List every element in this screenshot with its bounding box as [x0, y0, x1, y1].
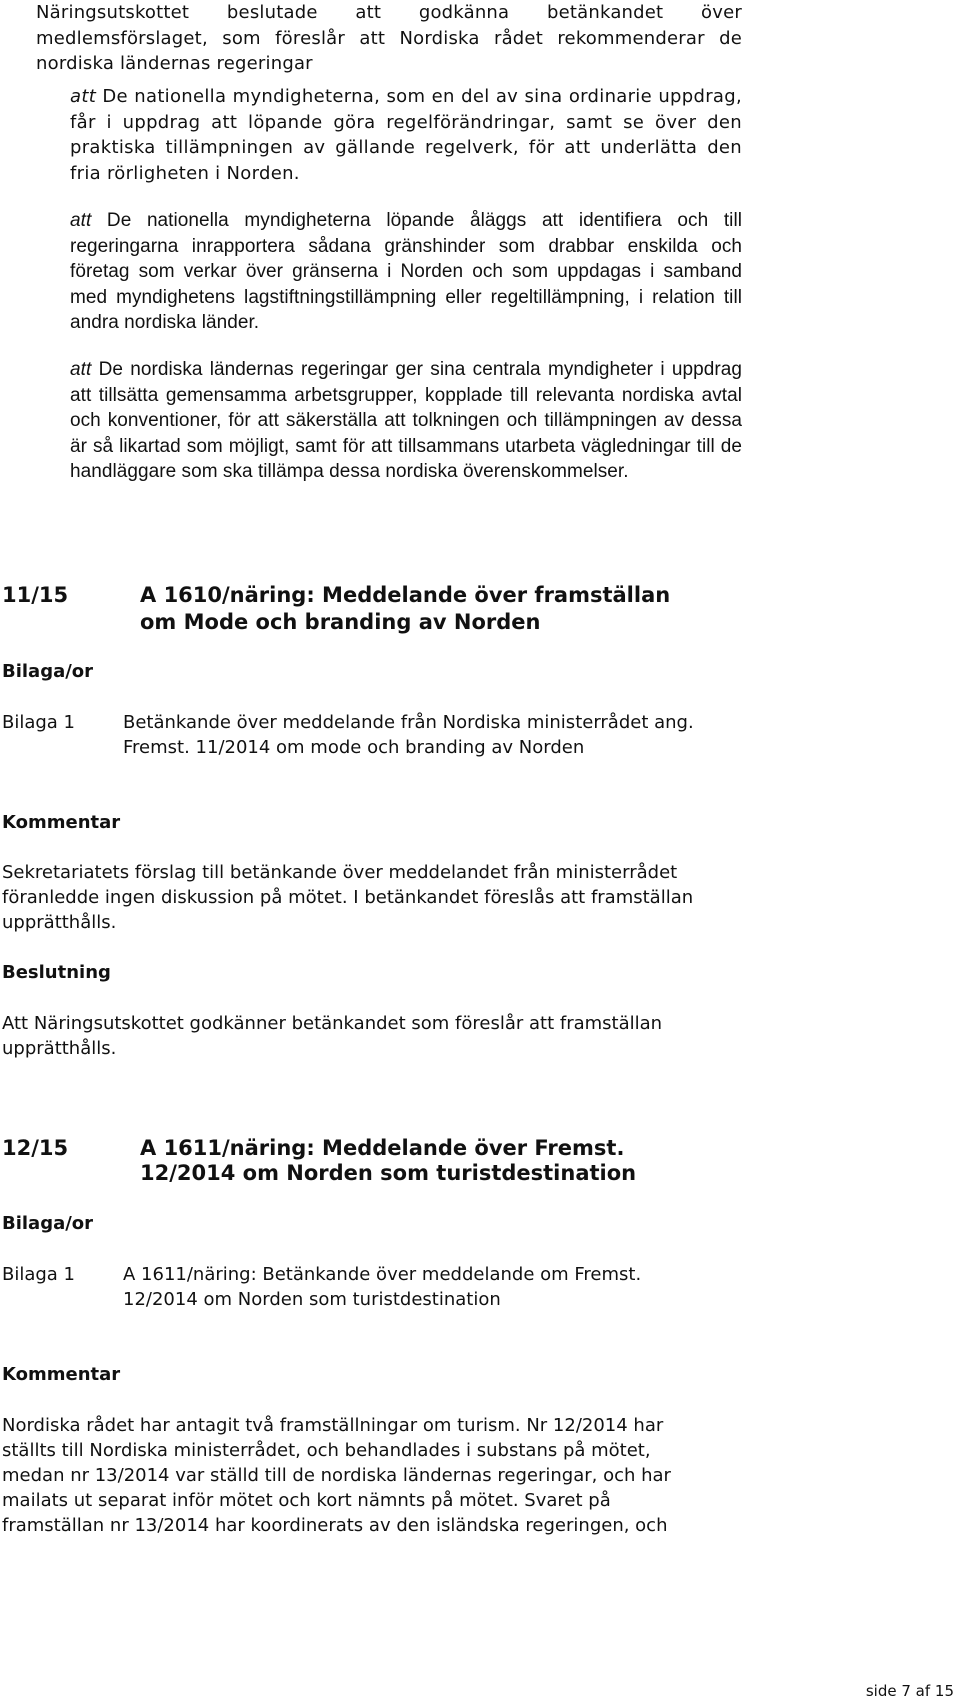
item-1-decision-line-1: Att Näringsutskottet godkänner betänkandet som föreslår att framställan: [2, 1013, 663, 1034]
item-1-decision-line-2: upprätthålls.: [2, 1038, 117, 1059]
page-number: side 7 af 15: [865, 1682, 954, 1700]
item-1-number: 11/15: [2, 583, 69, 607]
item-2-comment-line-5: framställan nr 13/2014 har koordinerats av den isländska regeringen, och: [2, 1515, 668, 1536]
recommendation-2-lead: att: [70, 210, 92, 231]
item-2-attachment-line-2: 12/2014 om Norden som turistdestination: [123, 1289, 501, 1310]
item-2-title-line-2: 12/2014 om Norden som turistdestination: [140, 1161, 637, 1185]
item-1-comment-line-1: Sekretariatets förslag till betänkande över meddelandet från ministerrådet: [2, 862, 678, 883]
item-1-title-line-1: A 1610/näring: Meddelande över framställan: [140, 583, 671, 607]
item-2-comment-line-4: mailats ut separat inför mötet och kort nämnts på mötet. Svaret på: [2, 1490, 611, 1511]
item-1-decision-heading: Beslutning: [2, 962, 111, 983]
item-2-title-line-1: A 1611/näring: Meddelande över Fremst.: [140, 1136, 625, 1160]
item-2-attachment-line-1: A 1611/näring: Betänkande över meddelande om Fremst.: [123, 1264, 642, 1285]
recommendation-1: [70, 84, 742, 186]
recommendation-3-lead: att: [70, 359, 92, 380]
recommendation-3-text: De nordiska ländernas regeringar ger sina centrala myndigheter i uppdrag att tillsätta gemensamma arbetsgrupper, kopplade till relevanta nordiska avtal och konventioner, för att säkerställa att tolkningen och tillämpningen av dessa är så likartad som möjligt, samt för att tillsammans utarbeta vägledningar till de handläggare som ska tillämpa dessa nordiska överenskommelser.: [70, 359, 742, 482]
item-2-comment-heading: Kommentar: [2, 1364, 121, 1385]
recommendation-2-text: De nationella myndigheterna löpande åläggs att identifiera och till regeringarna inrapportera sådana gränshinder som drabbar enskilda och företag som verkar över gränserna i Norden och som uppdagas i samband med myndighetens lagstiftningstillämpning eller regeltillämpning, i relation till andra nordiska länder.: [70, 210, 742, 333]
item-1-comment-heading: Kommentar: [2, 812, 121, 833]
recommendation-2: [70, 208, 742, 336]
recommendation-3: [70, 357, 742, 485]
item-2-comment-line-3: medan nr 13/2014 var ställd till de nordiska ländernas regeringar, och har: [2, 1465, 671, 1486]
item-1-attachments-heading: Bilaga/or: [2, 661, 94, 682]
item-1-attachment-label: Bilaga 1: [2, 712, 76, 733]
intro-paragraph: Näringsutskottet beslutade att godkänna betänkandet över medlemsförslaget, som föreslår att Nordiska rådet rekommenderar de nordiska ländernas regeringar: [36, 2, 742, 74]
item-1-attachment-line-1: Betänkande över meddelande från Nordiska ministerrådet ang.: [123, 712, 694, 733]
item-2-attachment-label: Bilaga 1: [2, 1264, 76, 1285]
recommendation-1-lead: att: [70, 86, 97, 107]
item-2-comment-line-2: ställts till Nordiska ministerrådet, och behandlades i substans på mötet,: [2, 1440, 651, 1461]
item-2-attachments-heading: Bilaga/or: [2, 1213, 94, 1234]
item-1-comment-line-2: föranledde ingen diskussion på mötet. I betänkandet föreslås att framställan: [2, 887, 694, 908]
recommendation-1-text: De nationella myndigheterna, som en del av sina ordinarie uppdrag, får i uppdrag att löpande göra regelförändringar, samt se över den praktiska tillämpningen av gällande regelverk, för att underlätta den fria rörligheten i Norden.: [70, 86, 742, 184]
item-1-title-line-2: om Mode och branding av Norden: [140, 610, 541, 634]
item-1-comment-line-3: upprätthålls.: [2, 912, 117, 933]
item-2-number: 12/15: [2, 1136, 69, 1160]
item-2-comment-line-1: Nordiska rådet har antagit två framställningar om turism. Nr 12/2014 har: [2, 1415, 664, 1436]
item-1-attachment-line-2: Fremst. 11/2014 om mode och branding av Norden: [123, 737, 585, 758]
